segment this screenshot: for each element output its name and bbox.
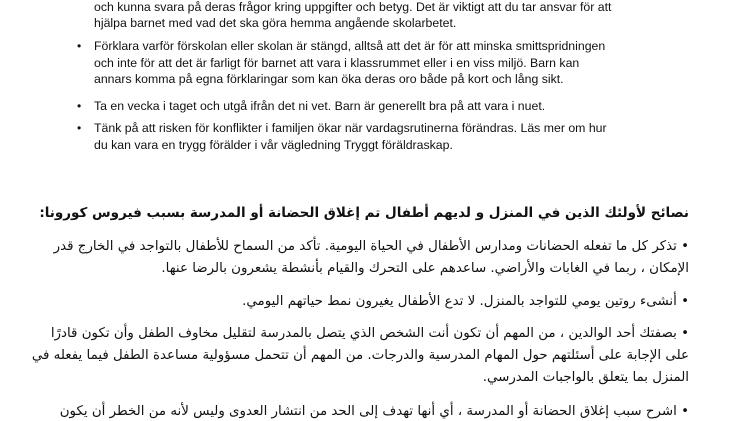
- sv-item-0-line-1: hjälpa barnet med vad det ska göra hemma angående skolarbetet.: [94, 16, 457, 30]
- arabic-heading: نصائح لأولئك الذين في المنزل و لديهم أطفال تم إغلاق الحضانة أو المدرسة بسبب فيروس كورونا:: [39, 205, 689, 221]
- sv-item-1-line-2: annars komma på egna förklaringar som kan öka deras oro både på kort och lång sikt.: [94, 72, 564, 86]
- sv-item-2-line-0: Ta en vecka i taget och utgå ifrån det ni vet. Barn är generellt bra på att vara i nuet.: [94, 99, 546, 113]
- ar-item-2-line-0: • بصفتك أحد الوالدين ، من المهم أن تكون أنت الشخص الذي يتصل بالمدرسة لتقليل مخاوف الطفل وأن تكون قادرًا: [50, 326, 689, 341]
- ar-item-2-line-1: على الإجابة على أسئلتهم حول المهام المدرسية والدرجات. من المهم أن تتحمل مسؤولية مساعدة الطفل فيما يفعله في: [31, 348, 689, 363]
- sv-item-3-line-1: du kan vara en trygg förälder i vår vägledning Tryggt föräldraskap.: [94, 138, 453, 152]
- bullet-icon: •: [77, 121, 82, 135]
- bullet-icon: •: [77, 99, 82, 113]
- ar-item-3-line-0: • اشرح سبب إغلاق الحضانة أو المدرسة ، أي أنها تهدف إلى الحد من انتشار العدوى وليس لأنه من الخطر أن يكون: [59, 404, 689, 419]
- ar-item-1-line-0: • أنشىء روتين يومي للتواجد بالمنزل. لا تدع الأطفال يغيرون نمط حياتهم اليومي.: [242, 294, 689, 309]
- sv-item-0-line-0: och kunna svara på deras frågor kring uppgifter och betyg. Det är viktigt att du tar ansvar för att: [94, 0, 612, 14]
- sv-item-3-line-0: Tänk på att risken för konflikter i familjen ökar när vardagsrutinerna förändras. Läs mer om hur: [94, 121, 607, 135]
- sv-item-1-line-0: Förklara varför förskolan eller skolan är stängd, alltså att det är för att minska smittspridningen: [94, 39, 606, 53]
- bullet-icon: •: [77, 39, 82, 53]
- ar-item-0-line-1: الإمكان ، ربما في الغابات والأراضي. ساعدهم على التحرك والقيام بأنشطة يشعرون بالرضا عنها.: [161, 261, 689, 276]
- sv-item-1-line-1: och inte för att det är farligt för barnet att vara i klassrummet eller i en viss miljö. Barn kan: [94, 56, 580, 70]
- ar-item-2-line-2: المنزل بما يتعلق بالواجبات المدرسي.: [482, 370, 689, 385]
- ar-item-0-line-0: • تذكر كل ما تفعله الحضانات ومدارس الأطفال في الحياة اليومية. تأكد من السماح للأطفال بالتواجد في الخارج قدر: [53, 239, 689, 254]
